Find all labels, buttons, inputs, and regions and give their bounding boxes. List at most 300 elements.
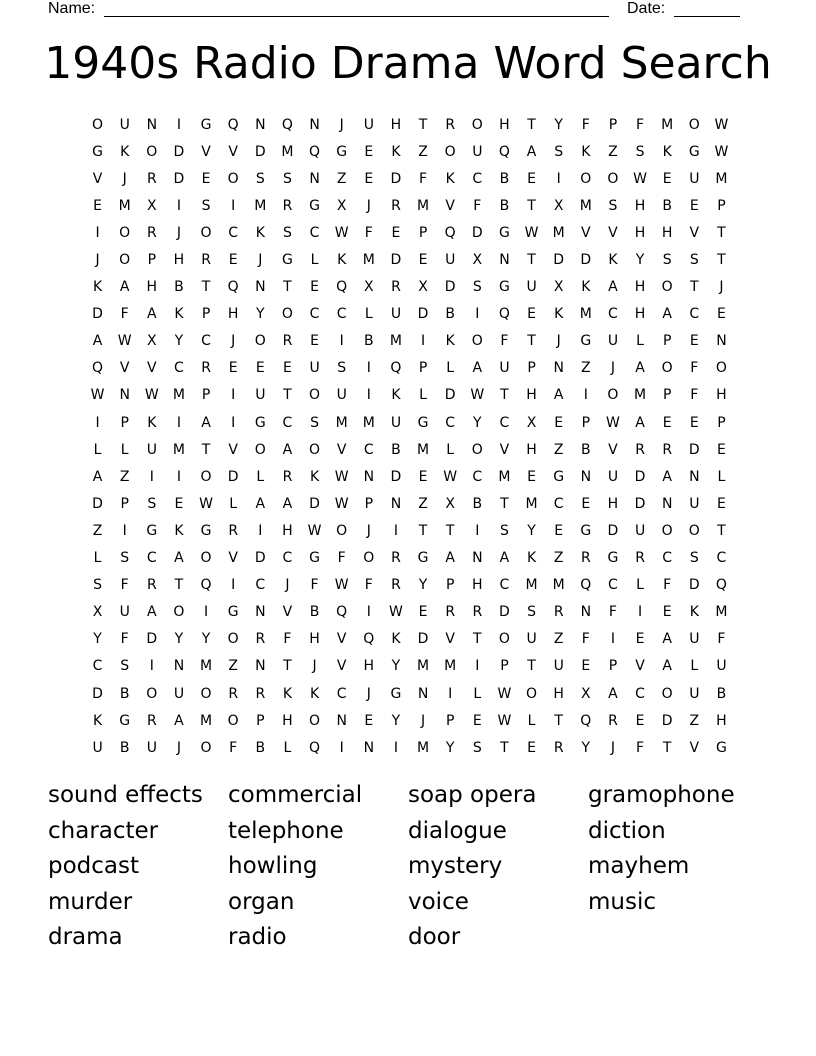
grid-letter: K xyxy=(174,522,184,539)
grid-letter: F xyxy=(419,170,428,187)
grid-letter: T xyxy=(174,577,184,594)
grid-letter: E xyxy=(527,468,536,485)
grid-letter: W xyxy=(144,387,159,404)
grid-letter: I xyxy=(176,468,181,485)
grid-letter: Z xyxy=(418,495,428,512)
word-list-item: drama xyxy=(48,924,123,951)
word-list-item: door xyxy=(408,924,461,951)
grid-letter: B xyxy=(174,279,184,296)
grid-letter: O xyxy=(336,522,348,539)
grid-letter: V xyxy=(228,550,238,567)
grid-letter: B xyxy=(391,441,401,458)
grid-letter: O xyxy=(254,333,266,350)
grid-letter: S xyxy=(120,550,130,567)
grid-letter: C xyxy=(255,577,266,594)
grid-letter: F xyxy=(636,739,645,756)
grid-letter: K xyxy=(581,143,591,160)
grid-letter: Y xyxy=(445,739,455,756)
grid-letter: R xyxy=(553,604,564,621)
grid-letter: P xyxy=(527,360,536,377)
grid-letter: C xyxy=(336,685,347,702)
grid-letter: U xyxy=(390,414,402,431)
grid-letter: Q xyxy=(227,116,239,133)
grid-letter: B xyxy=(445,306,455,323)
grid-letter: S xyxy=(689,252,699,269)
grid-letter: M xyxy=(118,197,131,214)
word-list-item: murder xyxy=(48,888,133,915)
grid-letter: O xyxy=(146,685,158,702)
grid-letter: A xyxy=(255,495,266,512)
word-list-item: mayhem xyxy=(588,853,690,880)
grid-letter: R xyxy=(146,712,157,729)
grid-letter: M xyxy=(172,441,185,458)
grid-letter: D xyxy=(471,224,483,241)
grid-letter: D xyxy=(499,604,510,621)
grid-letter: T xyxy=(717,522,726,539)
grid-letter: K xyxy=(174,306,184,323)
grid-letter: I xyxy=(610,631,615,648)
grid-letter: O xyxy=(227,170,239,187)
grid-letter: S xyxy=(608,197,618,214)
grid-letter: A xyxy=(608,685,618,702)
grid-letter: P xyxy=(147,252,157,269)
grid-letter: L xyxy=(229,495,238,512)
grid-letter: O xyxy=(254,441,266,458)
grid-letter: N xyxy=(336,712,347,729)
name-blank-line[interactable] xyxy=(104,16,609,17)
grid-letter: P xyxy=(445,712,455,729)
grid-letter: G xyxy=(553,468,565,485)
grid-letter: X xyxy=(92,604,103,621)
grid-letter: A xyxy=(526,143,537,160)
grid-letter: O xyxy=(119,252,131,269)
grid-letter: E xyxy=(554,522,564,539)
grid-letter: P xyxy=(120,414,129,431)
grid-letter: V xyxy=(201,143,211,160)
word-list-item: podcast xyxy=(48,853,140,880)
grid-letter: H xyxy=(634,279,646,296)
grid-letter: T xyxy=(201,441,211,458)
grid-letter: U xyxy=(716,658,727,675)
grid-letter: O xyxy=(498,631,510,648)
grid-letter: B xyxy=(581,441,591,458)
grid-letter: W xyxy=(307,522,322,539)
grid-letter: E xyxy=(228,252,238,269)
grid-letter: O xyxy=(661,360,673,377)
grid-letter: D xyxy=(553,252,565,269)
grid-letter: P xyxy=(608,116,618,133)
grid-letter: R xyxy=(391,550,401,567)
grid-letter: M xyxy=(172,387,185,404)
grid-letter: A xyxy=(174,712,184,729)
grid-letter: A xyxy=(553,387,564,404)
grid-letter: R xyxy=(228,685,239,702)
grid-letter: H xyxy=(282,712,293,729)
grid-letter: A xyxy=(119,279,130,296)
grid-letter: D xyxy=(688,577,700,594)
grid-letter: I xyxy=(637,604,643,621)
grid-letter: B xyxy=(499,170,510,187)
grid-letter: F xyxy=(364,577,373,594)
grid-letter: D xyxy=(417,306,429,323)
grid-letter: N xyxy=(255,604,266,621)
grid-letter: Y xyxy=(418,577,428,594)
grid-letter: M xyxy=(579,197,592,214)
grid-letter: U xyxy=(119,604,130,621)
grid-letter: Q xyxy=(444,224,456,241)
grid-letter: T xyxy=(283,658,292,675)
grid-letter: S xyxy=(147,495,157,512)
grid-letter: G xyxy=(200,522,212,539)
grid-letter: E xyxy=(255,360,265,377)
grid-letter: N xyxy=(472,550,483,567)
grid-letter: B xyxy=(119,739,130,756)
grid-letter: W xyxy=(334,577,349,594)
grid-letter: S xyxy=(499,522,509,539)
grid-letter: D xyxy=(173,143,185,160)
grid-letter: T xyxy=(201,279,211,296)
grid-letter: S xyxy=(201,197,211,214)
grid-letter: J xyxy=(176,224,181,241)
grid-letter: L xyxy=(283,739,292,756)
grid-letter: D xyxy=(254,550,266,567)
grid-letter: I xyxy=(231,387,236,404)
grid-letter: A xyxy=(635,360,645,377)
grid-letter: I xyxy=(339,739,344,756)
grid-letter: Q xyxy=(336,604,348,621)
grid-letter: S xyxy=(662,252,672,269)
grid-letter: L xyxy=(93,550,102,567)
grid-letter: R xyxy=(146,224,157,241)
grid-letter: I xyxy=(583,387,588,404)
grid-letter: W xyxy=(443,468,458,485)
grid-letter: I xyxy=(339,333,344,350)
grid-letter: D xyxy=(92,306,103,323)
grid-letter: E xyxy=(418,468,428,485)
grid-letter: R xyxy=(282,197,293,214)
grid-letter: D xyxy=(227,468,239,485)
grid-letter: E xyxy=(581,495,591,512)
grid-letter: K xyxy=(391,143,401,160)
grid-letter: E xyxy=(527,739,536,756)
grid-letter: D xyxy=(92,495,103,512)
grid-letter: A xyxy=(92,333,103,350)
grid-letter: K xyxy=(120,143,130,160)
grid-letter: E xyxy=(717,306,726,323)
grid-letter: R xyxy=(391,279,401,296)
grid-letter: O xyxy=(471,333,483,350)
grid-letter: H xyxy=(282,522,293,539)
grid-letter: I xyxy=(420,333,426,350)
grid-letter: M xyxy=(579,306,592,323)
grid-letter: P xyxy=(201,306,211,323)
grid-letter: A xyxy=(201,414,211,431)
grid-letter: K xyxy=(282,685,293,702)
grid-letter: R xyxy=(255,685,266,702)
grid-letter: M xyxy=(498,468,511,485)
grid-letter: L xyxy=(636,577,644,594)
grid-letter: I xyxy=(176,197,181,214)
grid-letter: U xyxy=(336,387,347,404)
grid-letter: O xyxy=(173,604,185,621)
grid-letter: N xyxy=(363,468,375,485)
grid-letter: Q xyxy=(715,577,727,594)
grid-letter: J xyxy=(176,739,181,756)
grid-letter: R xyxy=(553,739,564,756)
grid-letter: D xyxy=(390,252,402,269)
grid-letter: Y xyxy=(174,631,184,648)
grid-letter: Q xyxy=(336,279,348,296)
grid-letter: F xyxy=(717,631,726,648)
grid-letter: U xyxy=(553,658,564,675)
grid-letter: N xyxy=(255,116,266,133)
grid-letter: E xyxy=(364,170,374,187)
grid-letter: D xyxy=(390,170,402,187)
grid-letter: Y xyxy=(93,631,102,648)
grid-letter: O xyxy=(444,143,456,160)
grid-letter: K xyxy=(337,252,347,269)
grid-letter: F xyxy=(581,116,590,133)
grid-letter: C xyxy=(472,468,483,485)
grid-letter: T xyxy=(500,739,509,756)
grid-letter: Z xyxy=(553,441,564,458)
grid-letter: A xyxy=(608,279,618,296)
grid-letter: H xyxy=(227,306,239,323)
date-blank-line[interactable] xyxy=(674,16,740,17)
grid-letter: W xyxy=(90,387,105,404)
grid-letter: O xyxy=(92,116,104,133)
grid-letter: Q xyxy=(92,360,104,377)
grid-letter: X xyxy=(526,414,537,431)
grid-letter: N xyxy=(499,252,510,269)
grid-letter: V xyxy=(336,441,347,458)
word-list-item: organ xyxy=(228,888,295,915)
grid-letter: Y xyxy=(174,333,184,350)
grid-letter: I xyxy=(393,739,398,756)
grid-letter: E xyxy=(418,252,428,269)
grid-letter: X xyxy=(418,279,428,296)
grid-letter: E xyxy=(527,170,536,187)
grid-letter: G xyxy=(146,522,158,539)
grid-letter: R xyxy=(445,116,456,133)
grid-letter: W xyxy=(633,170,647,187)
grid-letter: E xyxy=(364,712,374,729)
grid-letter: U xyxy=(607,333,619,350)
grid-letter: V xyxy=(282,604,293,621)
grid-letter: I xyxy=(448,685,453,702)
grid-letter: O xyxy=(309,387,321,404)
grid-letter: R xyxy=(580,550,591,567)
word-list-item: diction xyxy=(588,817,666,844)
grid-letter: W xyxy=(334,495,349,512)
grid-letter: P xyxy=(445,577,455,594)
grid-letter: L xyxy=(636,333,644,350)
grid-letter: C xyxy=(689,306,700,323)
grid-letter: K xyxy=(689,604,699,621)
grid-letter: L xyxy=(446,360,455,377)
grid-letter: M xyxy=(417,658,430,675)
grid-letter: T xyxy=(445,522,455,539)
grid-letter: L xyxy=(717,468,726,485)
grid-letter: E xyxy=(554,414,564,431)
grid-letter: R xyxy=(635,550,645,567)
grid-letter: C xyxy=(608,577,618,594)
grid-letter: Q xyxy=(309,143,321,160)
grid-letter: T xyxy=(662,739,672,756)
grid-letter: K xyxy=(608,252,618,269)
grid-letter: F xyxy=(310,577,319,594)
grid-letter: J xyxy=(719,279,724,296)
grid-letter: O xyxy=(471,441,483,458)
grid-letter: K xyxy=(92,712,103,729)
grid-letter: H xyxy=(173,252,185,269)
grid-letter: J xyxy=(285,577,290,594)
grid-letter: K xyxy=(526,550,537,567)
grid-letter: B xyxy=(255,739,266,756)
grid-letter: N xyxy=(119,387,130,404)
grid-letter: D xyxy=(92,685,103,702)
grid-letter: D xyxy=(634,495,646,512)
grid-letter: R xyxy=(282,468,293,485)
word-list-item: telephone xyxy=(228,817,344,844)
grid-letter: C xyxy=(309,306,320,323)
grid-letter: H xyxy=(146,279,158,296)
grid-letter: J xyxy=(312,658,317,675)
grid-letter: V xyxy=(608,224,618,241)
grid-letter: R xyxy=(146,577,157,594)
grid-letter: A xyxy=(147,604,157,621)
grid-letter: I xyxy=(475,306,480,323)
grid-letter: M xyxy=(444,658,457,675)
grid-letter: E xyxy=(418,604,428,621)
grid-letter: L xyxy=(527,712,536,729)
word-list-item: soap opera xyxy=(408,782,537,808)
grid-letter: F xyxy=(120,577,129,594)
grid-letter: C xyxy=(472,170,483,187)
grid-letter: T xyxy=(283,279,292,296)
grid-letter: J xyxy=(95,252,100,269)
grid-letter: W xyxy=(714,116,729,133)
grid-letter: S xyxy=(337,360,347,377)
grid-letter: V xyxy=(147,360,157,377)
grid-letter: E xyxy=(93,197,102,214)
grid-letter: Q xyxy=(498,143,510,160)
grid-letter: H xyxy=(634,306,646,323)
grid-letter: T xyxy=(527,252,536,269)
grid-letter: O xyxy=(715,360,727,377)
grid-letter: U xyxy=(445,252,456,269)
grid-letter: V xyxy=(336,631,347,648)
grid-letter: U xyxy=(309,360,320,377)
grid-letter: Q xyxy=(281,116,293,133)
grid-letter: R xyxy=(391,197,401,214)
grid-letter: C xyxy=(499,577,510,594)
grid-letter: L xyxy=(120,441,129,458)
grid-letter: N xyxy=(716,333,727,350)
grid-letter: M xyxy=(362,414,375,431)
grid-letter: H xyxy=(634,197,646,214)
grid-letter: P xyxy=(581,414,591,431)
grid-letter: O xyxy=(661,522,673,539)
grid-letter: D xyxy=(688,441,700,458)
grid-letter: F xyxy=(120,631,129,648)
grid-letter: S xyxy=(554,143,564,160)
grid-letter: V xyxy=(228,143,238,160)
grid-letter: I xyxy=(95,224,100,241)
grid-letter: U xyxy=(689,685,700,702)
grid-letter: F xyxy=(500,333,509,350)
grid-letter: U xyxy=(119,116,130,133)
grid-letter: W xyxy=(199,495,213,512)
word-list-item: character xyxy=(48,817,159,844)
grid-letter: V xyxy=(336,658,347,675)
grid-letter: J xyxy=(556,333,561,350)
grid-letter: H xyxy=(526,387,537,404)
grid-letter: C xyxy=(608,306,618,323)
word-list-item: voice xyxy=(408,888,469,915)
grid-letter: C xyxy=(363,441,374,458)
grid-letter: O xyxy=(227,712,239,729)
grid-letter: D xyxy=(146,631,158,648)
grid-letter: B xyxy=(662,197,672,214)
grid-letter: X xyxy=(472,252,483,269)
grid-letter: K xyxy=(309,685,320,702)
grid-letter: O xyxy=(119,224,131,241)
grid-letter: U xyxy=(173,685,185,702)
grid-letter: O xyxy=(471,116,483,133)
grid-letter: M xyxy=(715,170,728,187)
grid-letter: T xyxy=(717,224,726,241)
grid-letter: T xyxy=(527,333,536,350)
grid-letter: G xyxy=(716,739,727,756)
grid-letter: T xyxy=(527,116,536,133)
grid-letter: D xyxy=(607,522,619,539)
grid-letter: J xyxy=(610,739,615,756)
grid-letter: K xyxy=(445,170,455,187)
grid-letter: H xyxy=(363,658,375,675)
grid-letter: T xyxy=(527,197,536,214)
grid-letter: B xyxy=(716,685,727,702)
grid-letter: N xyxy=(689,468,700,485)
grid-letter: M xyxy=(200,658,213,675)
grid-letter: B xyxy=(119,685,130,702)
grid-letter: Z xyxy=(119,468,130,485)
grid-letter: O xyxy=(309,712,321,729)
grid-letter: M xyxy=(552,224,565,241)
grid-letter: W xyxy=(470,387,485,404)
grid-letter: H xyxy=(309,631,320,648)
grid-letter: H xyxy=(661,224,673,241)
word-list-item: gramophone xyxy=(588,782,735,808)
grid-letter: W xyxy=(334,468,349,485)
grid-letter: Y xyxy=(554,116,563,133)
grid-letter: G xyxy=(580,522,592,539)
grid-letter: A xyxy=(662,468,672,485)
word-list-item: commercial xyxy=(228,782,363,808)
grid-letter: L xyxy=(310,252,319,269)
grid-letter: E xyxy=(689,333,699,350)
grid-letter: C xyxy=(662,550,673,567)
grid-letter: W xyxy=(714,143,729,160)
grid-letter: U xyxy=(607,468,619,485)
grid-letter: F xyxy=(663,577,672,594)
grid-letter: R xyxy=(391,577,401,594)
grid-letter: Z xyxy=(689,712,700,729)
grid-letter: B xyxy=(499,197,510,214)
grid-letter: B xyxy=(364,333,374,350)
grid-letter: G xyxy=(417,414,429,431)
grid-letter: C xyxy=(146,550,157,567)
